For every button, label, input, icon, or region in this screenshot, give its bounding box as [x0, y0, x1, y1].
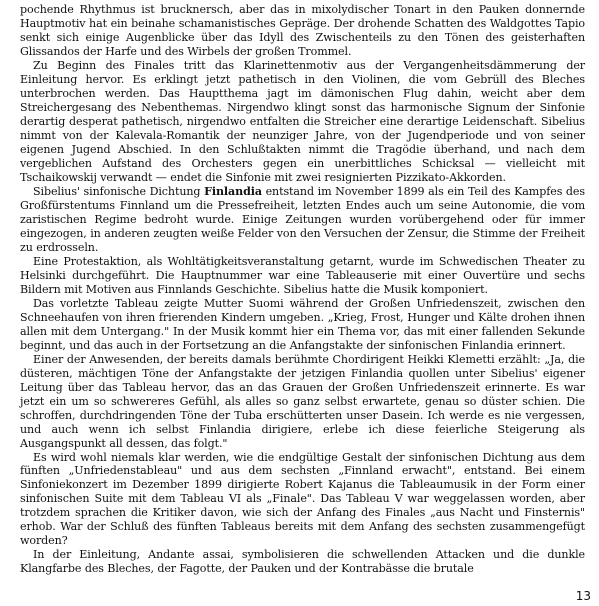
paragraph-protest-action: Eine Protestaktion, als Wohltätigkeitsveranstaltung getarnt, wurde im Schwedischen Theater zu Helsinki durchgeführt. Die Hauptnummer war eine Tableauserie mit einer Ouvertüre und sechs Bildern mit Motiven aus Finnlands Geschichte. Sibelius hatte die Musik komponiert.: [20, 254, 585, 296]
paragraph-tapio: pochende Rhythmus ist brucknersch, aber das in mixolydischer Tonart in den Pauken donnernde Hauptmotiv hat ein beinahe schamanistisches Gepräge. Der drohende Schatten des Waldgottes Tapio senkt sich einige Augenblicke über das Idyll des Zwischenteils zu den Tönen des geisterhaften Glissandos der Harfe und des Wirbels der großen Trommel.: [20, 3, 585, 58]
paragraph-finlandia-origin: [20, 185, 585, 255]
finlandia-title: Finlandia: [204, 184, 262, 198]
paragraph-final-form: Es wird wohl niemals klar werden, wie die endgültige Gestalt der sinfonischen Dichtung aus dem fünften „Unfriedenstableau" und aus dem sechsten „Finnland erwacht", entstand. Bei einem Sinfoniekonzert im Dezember 1899 dirigierte Robert Kajanus die Tableaumusik in der Form einer sinfonischen Suite mit dem Tableau VI als „Finale". Das Tableau V war weggelassen worden, aber trotzdem sprachen die Kritiker davon, wie sich der Anfang des Finales „aus Nacht und Finsternis" erhob. War der Schluß des fünften Tableaus bereits mit dem Anfang des sechsten zusammengefügt worden?: [20, 450, 585, 548]
paragraph-finale: Zu Beginn des Finales tritt das Klarinettenmotiv aus der Vergangenheitsdämmerung der Einleitung hervor. Es erklingt jetzt pathetisch in den Violinen, die vom Gebrüll des Bleches unterbrochen werden. Das Hauptthema jagt im dämonischen Flug dahin, weicht aber dem Streichergesang des Nebenthemas. Nirgendwo klingt sonst das harmonische Signum der Sinfonie derartig desperat pathetisch, nirgendwo entfalten die Streicher eine derartige Leidenschaft. Sibelius nimmt von der Kalevala-Romantik der neunziger Jahre, von der Jugendperiode und von seiner eigenen Jugend Abschied. In den Schlußtakten nimmt die Tragödie überhand, und nach dem vergeblichen Aufstand des Orchesters gegen ein unerbittliches Schicksal — vielleicht mit Tschaikowskij verwandt — endet die Sinfonie mit zwei resignierten Pizzikato-Akkorden.: [20, 58, 585, 184]
body-text: [20, 3, 585, 576]
paragraph-finlandia-origin-rest: entstand im November 1899 als ein Teil des Kampfes des Großfürstentums Finnland um die Pressefreiheit, letzten Endes auch um seine Autonomie, die vom zaristischen Regime bedroht wurde. Einige Zeitungen wurden vorübergehend oder für immer eingezogen, in anderen zeugten weiße Felder von den Versuchen der Zensur, die Stimme der Freiheit zu erdrosseln.: [20, 184, 585, 254]
page-number: 13: [575, 589, 591, 603]
paragraph-finlandia-origin-intro: Sibelius' sinfonische Dichtung: [33, 184, 205, 198]
paragraph-tableau: Das vorletzte Tableau zeigte Mutter Suomi während der Großen Unfriedenszeit, zwischen den Schneehaufen von ihren frierenden Kindern umgeben. „Krieg, Frost, Hunger und Kälte drohen ihnen allen mit dem Untergang." In der Musik kommt hier ein Thema vor, das mit einer fallenden Sekunde beginnt, und das auch in der Fortsetzung an die Anfangstakte der sinfonischen Finlandia erinnert.: [20, 296, 585, 352]
paragraph-klemetti-quote: Einer der Anwesenden, der bereits damals berühmte Chordirigent Heikki Klemetti erzählt: „Ja, die düsteren, mächtigen Töne der Anfangstakte der jetzigen Finlandia quollen unter Sibelius' eigener Leitung über das Tableau hervor, das an das Grauen der Großen Unfriedenszeit erinnerte. Es war jetzt ein um so schwereres Gefühl, als alles so ganz selbst erwartete, genau so düster schien. Die schroffen, durchdringenden Töne der Tuba erschütterten unser Dasein. Ich werde es nie vergessen, und auch wenn ich selbst Finlandia dirigiere, erlebe ich diese feierliche Steigerung als Ausgangspunkt all dessen, das folgt.": [20, 352, 585, 450]
paragraph-introduction: In der Einleitung, Andante assai, symbolisieren die schwellenden Attacken und die dunkle Klangfarbe des Bleches, der Fagotte, der Pauken und der Kontrabässe die brutale: [20, 548, 585, 576]
